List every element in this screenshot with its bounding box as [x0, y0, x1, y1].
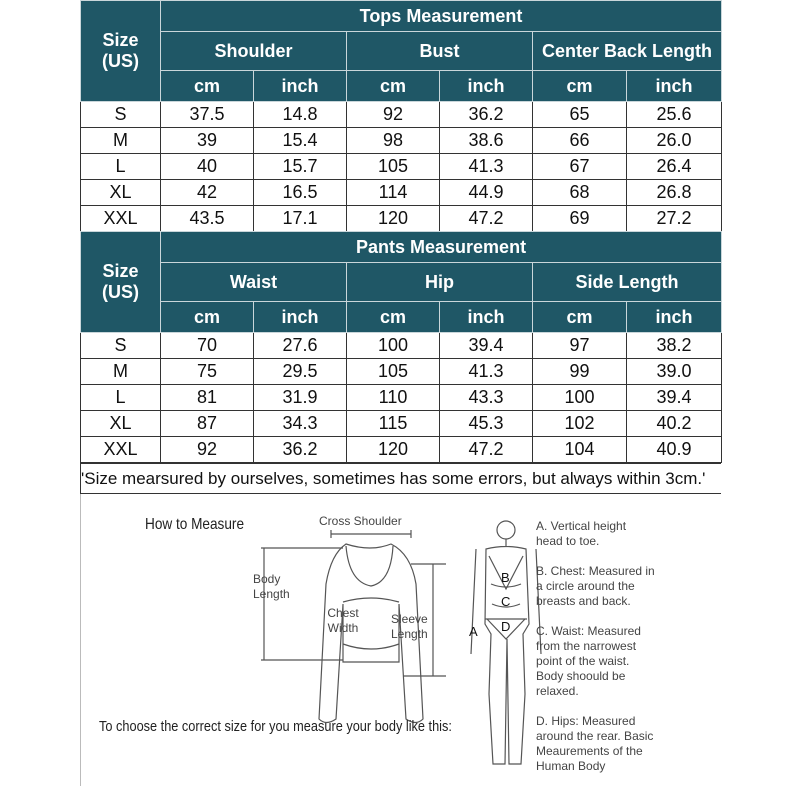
- how-to-measure-title: How to Measure: [145, 516, 245, 533]
- group-header: Bust: [347, 32, 533, 71]
- value-cell: 38.2: [627, 333, 722, 359]
- measure-item-a: A. Vertical height head to toe.: [536, 519, 627, 548]
- size-cell: S: [81, 333, 161, 359]
- value-cell: 70: [161, 333, 254, 359]
- value-cell: 39.0: [627, 359, 722, 385]
- group-header: Hip: [347, 263, 533, 302]
- cross-shoulder-label: Cross Shoulder: [319, 514, 402, 528]
- unit-header: cm: [161, 302, 254, 333]
- unit-header: inch: [627, 71, 722, 102]
- table-row: [81, 359, 722, 385]
- value-cell: 114: [347, 180, 440, 206]
- value-cell: 47.2: [440, 437, 533, 463]
- size-cell: L: [81, 154, 161, 180]
- value-cell: 110: [347, 385, 440, 411]
- unit-header: inch: [627, 302, 722, 333]
- value-cell: 27.2: [627, 206, 722, 232]
- value-cell: 105: [347, 359, 440, 385]
- size-cell: S: [81, 102, 161, 128]
- value-cell: 43.3: [440, 385, 533, 411]
- table-row: [81, 206, 722, 232]
- value-cell: 100: [347, 333, 440, 359]
- unit-header: inch: [254, 302, 347, 333]
- value-cell: 16.5: [254, 180, 347, 206]
- value-cell: 104: [533, 437, 627, 463]
- value-cell: 25.6: [627, 102, 722, 128]
- value-cell: 38.6: [440, 128, 533, 154]
- unit-header: cm: [347, 71, 440, 102]
- table-row: [81, 437, 722, 463]
- table-row: [81, 180, 722, 206]
- value-cell: 15.7: [254, 154, 347, 180]
- unit-header: inch: [440, 71, 533, 102]
- size-cell: M: [81, 359, 161, 385]
- value-cell: 81: [161, 385, 254, 411]
- value-cell: 66: [533, 128, 627, 154]
- value-cell: 27.6: [254, 333, 347, 359]
- table-row: [81, 333, 722, 359]
- value-cell: 102: [533, 411, 627, 437]
- value-cell: 47.2: [440, 206, 533, 232]
- value-cell: 99: [533, 359, 627, 385]
- value-cell: 67: [533, 154, 627, 180]
- value-cell: 45.3: [440, 411, 533, 437]
- letter-a: A: [469, 624, 478, 639]
- letter-c: C: [501, 594, 511, 609]
- value-cell: 36.2: [440, 102, 533, 128]
- value-cell: 43.5: [161, 206, 254, 232]
- unit-header: inch: [440, 302, 533, 333]
- size-header: Size (US): [81, 1, 161, 102]
- measure-item-c: C. Waist: Measured from the narrowest point of the waist. Body shoould be relaxed.: [536, 624, 641, 698]
- value-cell: 14.8: [254, 102, 347, 128]
- measure-item-b: B. Chest: Measured in a circle around the breasts and back.: [536, 564, 655, 608]
- measure-instruction: To choose the correct size for you measure your body like this:: [99, 718, 452, 735]
- value-cell: 41.3: [440, 154, 533, 180]
- table-row: [81, 385, 722, 411]
- value-cell: 92: [161, 437, 254, 463]
- unit-header: inch: [254, 71, 347, 102]
- group-header: Shoulder: [161, 32, 347, 71]
- value-cell: 68: [533, 180, 627, 206]
- value-cell: 37.5: [161, 102, 254, 128]
- how-to-measure-section: [80, 494, 721, 786]
- table-title: Pants Measurement: [161, 232, 722, 263]
- value-cell: 92: [347, 102, 440, 128]
- unit-header: cm: [533, 71, 627, 102]
- value-cell: 97: [533, 333, 627, 359]
- value-cell: 40: [161, 154, 254, 180]
- table-row: [81, 102, 722, 128]
- group-header: Center Back Length: [533, 32, 722, 71]
- value-cell: 69: [533, 206, 627, 232]
- unit-header: cm: [161, 71, 254, 102]
- pants-measurement-table: [80, 231, 722, 463]
- value-cell: 40.9: [627, 437, 722, 463]
- value-cell: 87: [161, 411, 254, 437]
- size-cell: XXL: [81, 437, 161, 463]
- unit-header: cm: [347, 302, 440, 333]
- value-cell: 44.9: [440, 180, 533, 206]
- value-cell: 31.9: [254, 385, 347, 411]
- measure-item-d: D. Hips: Measured around the rear. Basic Meaurements of the Human Body: [536, 714, 654, 773]
- size-cell: M: [81, 128, 161, 154]
- tops-measurement-table: [80, 0, 722, 232]
- table-row: [81, 154, 722, 180]
- value-cell: 105: [347, 154, 440, 180]
- value-cell: 100: [533, 385, 627, 411]
- value-cell: 34.3: [254, 411, 347, 437]
- letter-b: B: [501, 570, 510, 585]
- value-cell: 42: [161, 180, 254, 206]
- value-cell: 26.0: [627, 128, 722, 154]
- value-cell: 39.4: [440, 333, 533, 359]
- value-cell: 120: [347, 437, 440, 463]
- value-cell: 17.1: [254, 206, 347, 232]
- size-note: 'Size mearsured by ourselves, sometimes has some errors, but always within 3cm.': [80, 463, 721, 494]
- chest-width-label: Chest Width: [327, 606, 359, 635]
- value-cell: 75: [161, 359, 254, 385]
- value-cell: 26.8: [627, 180, 722, 206]
- table-title: Tops Measurement: [161, 1, 722, 32]
- body-length-label: Body Length: [253, 572, 290, 601]
- size-cell: L: [81, 385, 161, 411]
- size-header: Size (US): [81, 232, 161, 333]
- value-cell: 29.5: [254, 359, 347, 385]
- table-row: [81, 128, 722, 154]
- value-cell: 36.2: [254, 437, 347, 463]
- group-header: Side Length: [533, 263, 722, 302]
- value-cell: 41.3: [440, 359, 533, 385]
- value-cell: 26.4: [627, 154, 722, 180]
- value-cell: 15.4: [254, 128, 347, 154]
- value-cell: 65: [533, 102, 627, 128]
- unit-header: cm: [533, 302, 627, 333]
- size-cell: XL: [81, 411, 161, 437]
- value-cell: 39: [161, 128, 254, 154]
- group-header: Waist: [161, 263, 347, 302]
- size-cell: XXL: [81, 206, 161, 232]
- sleeve-length-label: Sleeve Length: [391, 612, 428, 641]
- value-cell: 40.2: [627, 411, 722, 437]
- value-cell: 115: [347, 411, 440, 437]
- value-cell: 98: [347, 128, 440, 154]
- letter-d: D: [501, 619, 511, 634]
- table-row: [81, 411, 722, 437]
- value-cell: 120: [347, 206, 440, 232]
- value-cell: 39.4: [627, 385, 722, 411]
- size-cell: XL: [81, 180, 161, 206]
